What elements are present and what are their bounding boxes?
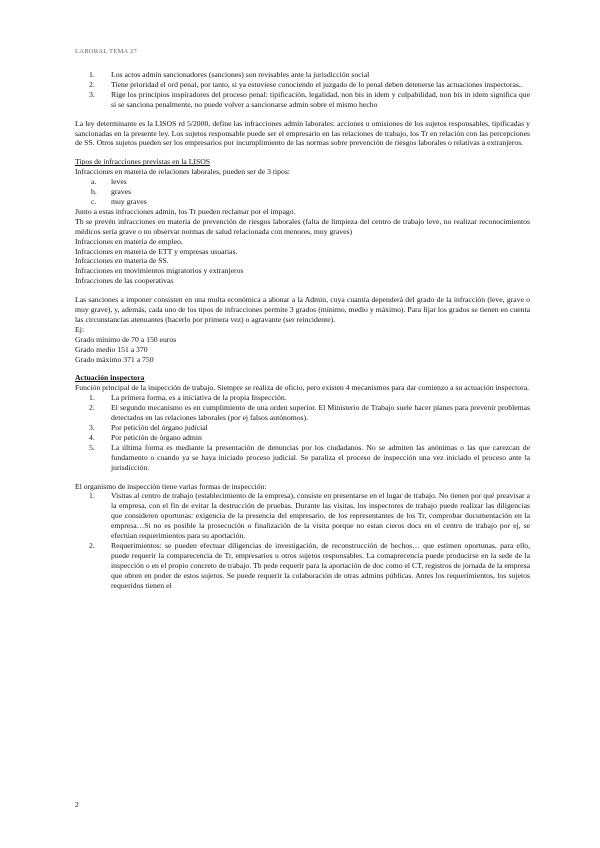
text-line: Infracciones en movimientos migratorios y extranjeros <box>75 266 244 276</box>
list-marker: 1. <box>89 70 95 79</box>
list-item <box>75 541 530 591</box>
types-heading: Tipos de infracciones previstas en la LISOS <box>75 157 211 167</box>
list-item-text: Tiene prioridad el ord penal, por tanto, si ya estuviese conociendo el juzgado de lo penal deben detenerse las actuaciones inspectoras.. <box>111 79 523 89</box>
list-item <box>75 491 530 541</box>
list-item-text: Los actos admin sancionadores (sanciones) son revisables ante la jurisdicción social <box>111 70 370 79</box>
text-line: Tb se prevén infracciones en materia de prevención de riesgos laborales (falta de limpieza del centro de trabajo leve, no realizar reconocimientos médicos sería grave o no observar normas de salud relacionada con menores, muy graves) <box>75 216 530 236</box>
list-item-text: Rige los principios inspiradores del proceso penal: tipificación, legalidad, non bis in idem y culpabilidad, non bis in idem significa que si se sanciona penalmente, no puede volver a sancionarse admin sobre el mismo hecho <box>111 89 530 109</box>
list-marker: 2. <box>89 79 95 89</box>
document-body <box>75 70 530 591</box>
list-item <box>75 393 530 403</box>
actuacion-heading: Actuación inspectora <box>75 373 145 383</box>
intro-list <box>75 70 530 110</box>
list-item-text: Por petición del órgano judicial <box>111 423 208 432</box>
list-item <box>75 80 530 90</box>
list-marker: 4. <box>89 432 95 442</box>
running-header: LABORAL TEMA 27 <box>75 48 137 55</box>
list-marker: 2. <box>89 403 95 413</box>
list-item <box>75 433 530 443</box>
list-item-text: graves <box>111 187 132 197</box>
list-marker: c. <box>91 196 97 206</box>
list-item <box>75 197 530 207</box>
list-item <box>75 187 530 197</box>
list-marker: 3. <box>89 423 95 432</box>
forms-list <box>75 491 530 590</box>
list-item <box>75 90 530 110</box>
list-marker: 3. <box>89 89 95 99</box>
list-item-text: Por petición de órgano admin <box>111 432 202 442</box>
text-line: Grado mínimo de 70 a 150 euros <box>75 334 177 344</box>
list-item-text: Visitas al centro de trabajo (establecimiento de la empresa), consiste en presentarse en el lugar de trabajo. No tienen por qué preavisar a la empresa, con el fin de evitar la destrucción de pruebas. Durante las visitas, los inspectores de trabajo puede realizar las diligencias que consideren oportunas: exigencia de la presencia del empresario, de los representantes de los Tr, comprobar documentación en la empresa…Si no es posible la prosecución o finalización de la visita porque no estan cieros docs en el centro de trabajo por ej, se efectúan requerimientos para su aportación. <box>111 491 530 541</box>
list-item <box>75 403 530 423</box>
list-item-text: La primera forma, es a iniciativa de la propia Inspección. <box>111 393 287 403</box>
sanctions-paragraph: Las sanciones a imponer consisten en una multa económica a abonar a la Admin, cuya cuantía dependerá del grado de la infracción (leve, grave o muy grave), y, además, cada uno de los tipos de infracciones permite 3 grados (mínimo, medio y máximo). Para fijar los grados se tienen en cuenta las circunstancias atenuantes (hacerlo por primera vez) o agravante (ser reincidente). <box>75 295 530 324</box>
text-line: Grado medio 151 a 370 <box>75 344 148 354</box>
list-item-text: leves <box>111 177 127 187</box>
page-number: 2 <box>75 800 79 809</box>
list-marker: 5. <box>89 442 95 452</box>
text-line: Infracciones en materia de empleo. <box>75 236 183 246</box>
list-item <box>75 70 530 80</box>
list-item-text: La última forma es mediante la presentación de denuncias por los ciudadanos. No se admiten las anónimas o las que carezcan de fundamento o cuando ya se haya iniciado proceso judicial. Se paraliza el proceso de inspección una vez iniciado el proceso ante la jurisdicción. <box>111 442 530 472</box>
list-item <box>75 423 530 433</box>
text-line: Infracciones en materia de SS. <box>75 256 169 266</box>
forms-intro: El organismo de inspección tiene varias formas de inspección: <box>75 481 267 491</box>
list-item-text: Requerimientos: se pueden efectuar diligencias de investigación, de reconstrucción de hechos… que estimen oportunas, para ello, puede requerir la comparecencia de Tr, empresarios u otros sujetos responsables. La comaprecencia puede producirse en la sede de la inspección o en el propio concreto de trabajo. Tb pede requerir para la aportación de doc como el CT, registros de jornada de la empresa que obren en poder de estos sujetos. Se puede requerir la colaboración de otras admins públicas. Antes los requerimientos, los sujetos requeridos tienen el <box>111 540 530 590</box>
actuacion-intro: Función principal de la inspección de trabajo. Siempre se realiza de oficio, pero existen 4 mecanismos para dar comienzo a su actuación inspectora. <box>75 383 530 393</box>
list-item <box>75 177 530 187</box>
example-label: Ej: <box>75 324 84 334</box>
text-line: Infracciones en materia de ETT y empresas usuarias. <box>75 246 238 256</box>
list-marker: 1. <box>89 491 95 501</box>
list-item <box>75 443 530 473</box>
list-marker: a. <box>91 177 97 187</box>
list-marker: b. <box>91 187 97 197</box>
list-marker: 2. <box>89 540 95 550</box>
lisos-paragraph: La ley determinante es la LISOS rd 5/2000, define las infracciones admin laborales: acciones u omisiones de los sujetos responsables, tipificadas y sancionadas en la presente ley. Los sujetos responsable puede ser el empresario en las relaciones de trabajo, los Tr en relación con las percepciones de SS. Otros sujetos pueden ser los empresarios por incumplimiento de las normas sobre prevención de riesgos laborales o relativas a extranjeros. <box>75 118 530 148</box>
text-line: Grado máximo 371 a 750 <box>75 354 154 364</box>
grades-list <box>75 177 530 207</box>
list-item-text: muy graves <box>111 196 147 206</box>
text-line: Junto a estas infracciones admin, los Tr pueden reclamar por el impago. <box>75 206 296 216</box>
list-item-text: El segundo mecanismo es en cumplimiento de una orden superior. El Ministerio de Trabajo suele hacer planes para prevenir problemas detectados en las relaciones laborales (por ej falsos autónomos). <box>111 403 530 423</box>
types-intro: Infracciones en materia de relaciones laborales, pueden ser de 3 tipos: <box>75 167 290 177</box>
mechanisms-list <box>75 393 530 472</box>
list-marker: 1. <box>89 393 95 403</box>
text-line: Infracciones de las cooperativas <box>75 276 174 286</box>
